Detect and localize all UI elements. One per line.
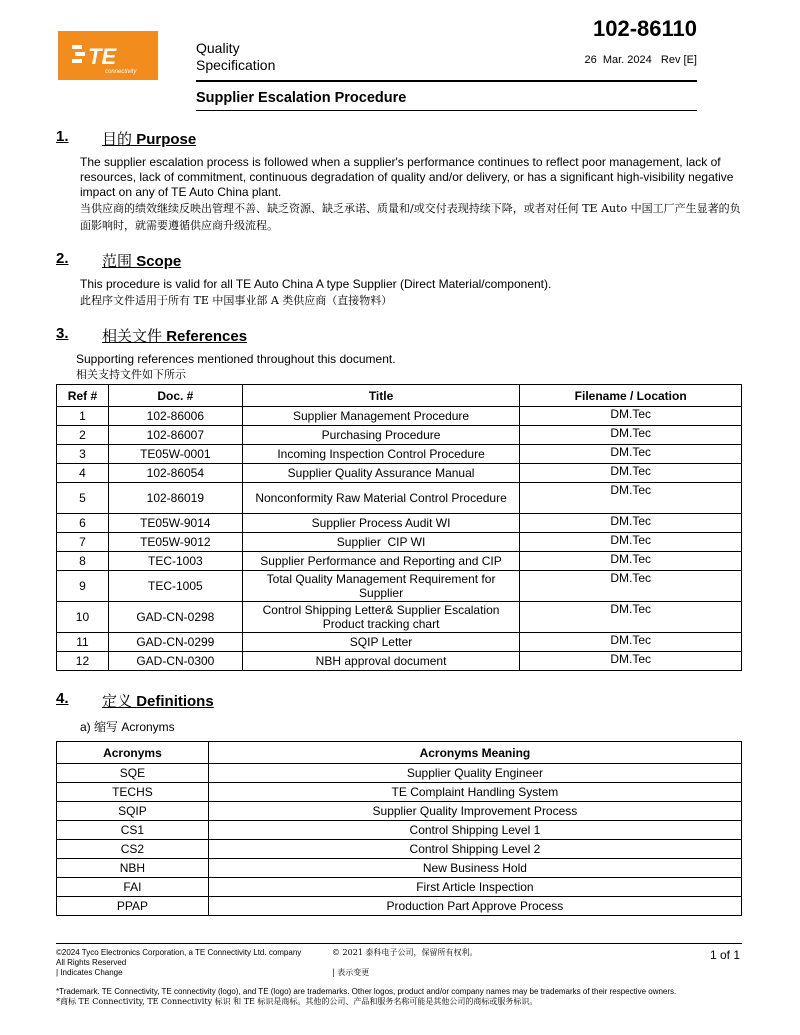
doc-location: DM.Tec: [520, 602, 742, 633]
table-row: [57, 483, 742, 514]
copyright-line-2: All Rights Reserved: [56, 958, 127, 967]
section-3-title-cn: 相关文件: [102, 327, 163, 345]
acronym: PPAP: [57, 897, 209, 916]
doc-title: NBH approval document: [242, 652, 520, 671]
section-2-title-en: Scope: [136, 253, 182, 270]
footer-trademark: [56, 987, 756, 1007]
section-3-title-en: References: [166, 328, 248, 345]
table-row: [57, 533, 742, 552]
te-logo-icon: [58, 31, 158, 80]
column-header: Doc. #: [108, 385, 242, 407]
ref-number: 7: [57, 533, 109, 552]
acronym-meaning: Control Shipping Level 1: [208, 821, 741, 840]
column-header: Title: [242, 385, 520, 407]
ref-number: 11: [57, 633, 109, 652]
doc-title: Nonconformity Raw Material Control Procedure: [242, 483, 520, 514]
doc-location: DM.Tec: [520, 514, 742, 533]
section-3-title: [102, 325, 247, 346]
purpose-text-en: The supplier escalation process is followed when a supplier's performance continues to reflect poor management, lack of resources, lack of commitment, continuous degradation of quality and/or delivery, or has a significant high-visibility negative impact on any of TE Auto China plant.: [80, 155, 734, 199]
ref-number: 3: [57, 445, 109, 464]
doc-location: DM.Tec: [520, 407, 742, 426]
table-row: [57, 602, 742, 633]
doc-title: Incoming Inspection Control Procedure: [242, 445, 520, 464]
scope-text: [80, 277, 745, 309]
section-2-title-cn: 范围: [102, 252, 133, 270]
doc-title: Supplier CIP WI: [242, 533, 520, 552]
section-1-number: 1.: [56, 128, 69, 145]
ref-number: 8: [57, 552, 109, 571]
acronym-meaning: Supplier Quality Improvement Process: [208, 802, 741, 821]
column-header: Ref #: [57, 385, 109, 407]
date-revision: 26 Mar. 2024 Rev [E]: [584, 54, 697, 66]
table-row: [57, 426, 742, 445]
doc-location: DM.Tec: [520, 633, 742, 652]
doc-title: Supplier Performance and Reporting and CIP: [242, 552, 520, 571]
table-row: [57, 859, 742, 878]
trademark-en: *Trademark. TE Connectivity, TE connectivity (logo), and TE (logo) are trademarks. Other logos, product and/or company names may be trademarks of their respective owners.: [56, 987, 677, 996]
acronym: TECHS: [57, 783, 209, 802]
section-4-title-cn: 定义: [102, 692, 133, 710]
column-header: Acronyms Meaning: [208, 742, 741, 764]
doc-location: DM.Tec: [520, 464, 742, 483]
table-row: [57, 552, 742, 571]
ref-number: 2: [57, 426, 109, 445]
acronym: CS2: [57, 840, 209, 859]
copyright-line-3: | Indicates Change: [56, 968, 123, 977]
doc-location: DM.Tec: [520, 571, 742, 602]
doc-location: DM.Tec: [520, 426, 742, 445]
header-rule: [196, 80, 697, 82]
table-row: [57, 407, 742, 426]
doc-number: 102-86019: [108, 483, 242, 514]
acronym: NBH: [57, 859, 209, 878]
ref-number: 4: [57, 464, 109, 483]
te-connectivity-logo: [58, 31, 158, 80]
acronym-meaning: New Business Hold: [208, 859, 741, 878]
acronym-meaning: Production Part Approve Process: [208, 897, 741, 916]
section-4-number: 4.: [56, 690, 69, 707]
references-intro-cn: 相关支持文件如下所示: [76, 368, 186, 381]
doc-number: TE05W-0001: [108, 445, 242, 464]
references-header-row: [57, 385, 742, 407]
doc-number: TE05W-9014: [108, 514, 242, 533]
acronym: CS1: [57, 821, 209, 840]
references-intro: [76, 352, 741, 382]
table-row: [57, 840, 742, 859]
document-number: 102-86110: [593, 16, 697, 41]
document-type: [196, 40, 275, 74]
doc-number: TE05W-9012: [108, 533, 242, 552]
logo-text: TE: [88, 44, 117, 69]
table-row: [57, 571, 742, 602]
table-row: [57, 878, 742, 897]
table-row: [57, 652, 742, 671]
doc-location: DM.Tec: [520, 552, 742, 571]
page-number: 1 of 1: [709, 948, 740, 962]
purpose-text: [80, 155, 745, 234]
doc-title: Total Quality Management Requirement for Supplier: [242, 571, 520, 602]
ref-number: 1: [57, 407, 109, 426]
specification-label: Specification: [196, 57, 276, 73]
logo-sub-text: connectivity: [105, 69, 137, 75]
doc-location: DM.Tec: [520, 483, 742, 514]
doc-number: 102-86054: [108, 464, 242, 483]
table-row: [57, 464, 742, 483]
section-4-title-en: Definitions: [136, 693, 214, 710]
section-1-title: [102, 128, 196, 149]
acronym-meaning: TE Complaint Handling System: [208, 783, 741, 802]
document-title: Supplier Escalation Procedure: [196, 90, 407, 106]
acronym-meaning: First Article Inspection: [208, 878, 741, 897]
quality-label: Quality: [196, 40, 240, 56]
ref-number: 10: [57, 602, 109, 633]
doc-number: 102-86007: [108, 426, 242, 445]
ref-number: 9: [57, 571, 109, 602]
trademark-cn: *商标 TE Connectivity, TE Connectivity 标识 和 TE 标识是商标。其他的公司、产品和服务名称可能是其他公司的商标或服务标识。: [56, 997, 538, 1006]
references-table: [56, 384, 742, 671]
section-1-title-en: Purpose: [136, 131, 197, 148]
section-3-number: 3.: [56, 325, 69, 342]
doc-location: DM.Tec: [520, 533, 742, 552]
acronym: FAI: [57, 878, 209, 897]
doc-title: Control Shipping Letter& Supplier Escalation Product tracking chart: [242, 602, 520, 633]
doc-number: TEC-1005: [108, 571, 242, 602]
doc-title: Purchasing Procedure: [242, 426, 520, 445]
table-row: [57, 514, 742, 533]
doc-title: Supplier Management Procedure: [242, 407, 520, 426]
doc-title: Supplier Quality Assurance Manual: [242, 464, 520, 483]
footer-copyright-cn: [332, 948, 477, 978]
doc-number: GAD-CN-0298: [108, 602, 242, 633]
doc-number: GAD-CN-0299: [108, 633, 242, 652]
acronyms-sublabel: a) 缩写 Acronyms: [80, 720, 175, 734]
doc-location: DM.Tec: [520, 445, 742, 464]
table-row: [57, 445, 742, 464]
table-row: [57, 821, 742, 840]
scope-text-cn: 此程序文件适用于所有 TE 中国事业部 A 类供应商（直接物料）: [80, 294, 393, 307]
table-row: [57, 764, 742, 783]
scope-text-en: This procedure is valid for all TE Auto China A type Supplier (Direct Material/component).: [80, 277, 552, 291]
doc-number: TEC-1003: [108, 552, 242, 571]
ref-number: 5: [57, 483, 109, 514]
footer-rule: [56, 943, 742, 944]
references-intro-en: Supporting references mentioned throughout this document.: [76, 352, 396, 366]
column-header: Filename / Location: [520, 385, 742, 407]
column-header: Acronyms: [57, 742, 209, 764]
acronyms-table: [56, 741, 742, 916]
acronym-meaning: Supplier Quality Engineer: [208, 764, 741, 783]
copyright-line-1: ©2024 Tyco Electronics Corporation, a TE Connectivity Ltd. company: [56, 948, 302, 957]
section-1-title-cn: 目的: [102, 130, 133, 148]
footer-copyright: [56, 948, 301, 978]
doc-title: SQIP Letter: [242, 633, 520, 652]
section-2-title: [102, 250, 181, 271]
section-4-title: [102, 690, 214, 711]
doc-title: Supplier Process Audit WI: [242, 514, 520, 533]
acronym: SQE: [57, 764, 209, 783]
ref-number: 12: [57, 652, 109, 671]
table-row: [57, 897, 742, 916]
ref-number: 6: [57, 514, 109, 533]
section-2-number: 2.: [56, 250, 69, 267]
table-row: [57, 802, 742, 821]
copyright-cn: © 2021 泰科电子公司，保留所有权利。: [332, 948, 478, 957]
table-row: [57, 633, 742, 652]
doc-number: 102-86006: [108, 407, 242, 426]
acronym: SQIP: [57, 802, 209, 821]
change-cn: | 表示变更: [332, 968, 370, 977]
doc-location: DM.Tec: [520, 652, 742, 671]
acronym-meaning: Control Shipping Level 2: [208, 840, 741, 859]
title-rule: [196, 110, 697, 111]
acronyms-header-row: [57, 742, 742, 764]
purpose-text-cn: 当供应商的绩效继续反映出管理不善、缺乏资源、缺乏承诺、质量和/或交付表现持续下降，或者对任何 TE Auto 中国工厂产生显著的负面影响时，就需要遵循供应商升级流程。: [80, 202, 741, 232]
doc-number: GAD-CN-0300: [108, 652, 242, 671]
table-row: [57, 783, 742, 802]
